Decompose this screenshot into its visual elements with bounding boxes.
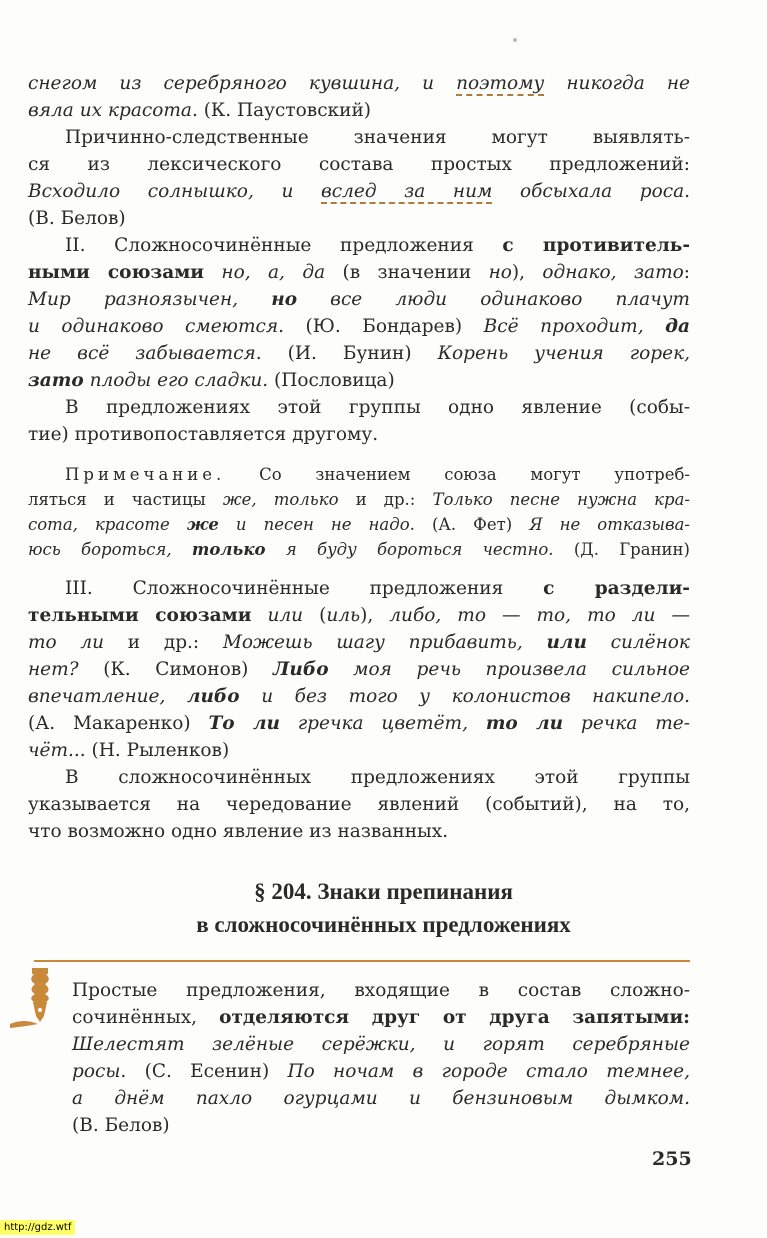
text-run: (К. Симонов) — [78, 659, 274, 680]
rule-text — [72, 977, 690, 1139]
emphasis-text: либо — [186, 686, 240, 707]
text-run: но, а, да — [204, 262, 326, 283]
text-line — [28, 205, 690, 232]
text-run: гречка цветёт, — [279, 713, 486, 734]
text-run: все люди одинаково плачут — [297, 289, 690, 310]
emphasis-text: отделяются друг от друга запятыми: — [219, 1007, 690, 1028]
text-run: силёнок — [586, 632, 690, 653]
text-run: и др.: — [338, 490, 433, 509]
text-run: тие) противопоставляется другому. — [28, 424, 379, 445]
text-run: . — [684, 181, 691, 202]
text-line — [28, 97, 690, 124]
text-run: нет? — [28, 659, 79, 680]
text-run: однако, зато — [542, 262, 684, 283]
text-run: ся из лексического состава простых предложений: — [28, 154, 690, 175]
emphasis-text: То ли — [208, 713, 280, 734]
text-run: что возможно одно явление из названных. — [28, 821, 449, 842]
text-run: моя речь произвела сильное — [328, 659, 690, 680]
text-line — [72, 977, 690, 1004]
text-line — [28, 683, 690, 710]
text-line — [28, 367, 690, 394]
text-line — [72, 1004, 690, 1031]
text-line — [28, 487, 690, 512]
text-run: вяла их красота — [28, 100, 192, 121]
text-run: (Ю. Бондарев) — [284, 316, 484, 337]
text-run: и без того у колонистов накипело. — [239, 686, 691, 707]
text-run: (Пословица) — [268, 370, 395, 391]
text-line — [28, 394, 690, 421]
text-run: Корень учения горек, — [437, 343, 691, 364]
text-line — [72, 1058, 690, 1085]
text-line — [28, 656, 690, 683]
text-run: то ли — [28, 632, 105, 653]
text-run: снегом из серебряного кувшина, и — [28, 73, 457, 94]
text-line — [28, 462, 690, 487]
text-run: ), — [360, 605, 390, 626]
text-run: сота, красоте — [28, 515, 187, 534]
text-run: Всходило солнышко, и — [28, 181, 321, 202]
text-line — [28, 512, 690, 537]
text-line — [28, 629, 690, 656]
text-run: : — [683, 262, 691, 283]
emphasis-text: то ли — [485, 713, 564, 734]
scan-speck — [513, 38, 517, 42]
emphasis-text: же — [186, 515, 219, 534]
text-run: Со значением союза могут употреб- — [225, 465, 690, 484]
emphasis-text: или — [546, 632, 587, 653]
text-run: (Н. Рыленков) — [85, 740, 230, 761]
text-run: (А. Макаренко) — [28, 713, 209, 734]
text-line — [28, 124, 690, 151]
text-line — [28, 151, 690, 178]
fountain-pen-rule-icon — [8, 966, 58, 1032]
emphasis-text: с раздели- — [543, 578, 690, 599]
emphasis-text: с противитель- — [502, 235, 691, 256]
text-run: (в значении — [325, 262, 489, 283]
note-text — [28, 462, 690, 562]
top-text — [28, 70, 690, 448]
text-line — [28, 178, 690, 205]
text-line — [28, 286, 690, 313]
text-run: ляться и частицы — [28, 490, 223, 509]
text-run: Всё проходит, — [483, 316, 666, 337]
text-line — [72, 1085, 690, 1112]
text-run: III. Сложносочинённые предложения — [65, 578, 544, 599]
emphasis-text: только — [191, 540, 266, 559]
text-run: чёт... — [28, 740, 86, 761]
text-line — [28, 791, 690, 818]
text-line — [28, 313, 690, 340]
text-run: Мир разноязычен, — [28, 289, 272, 310]
section-heading-line2: в сложносочинённых предложениях — [196, 912, 571, 937]
text-run: В сложносочинённых предложениях этой группы — [65, 767, 690, 788]
text-run: указывается на чередование явлений (событий), на то, — [28, 794, 690, 815]
text-run: и одинаково смеются. — [28, 316, 285, 337]
text-run: (И. Бунин) — [261, 343, 438, 364]
emphasis-text: Либо — [273, 659, 329, 680]
text-line — [28, 537, 690, 562]
underlined-conjunction: вслед за ним — [320, 181, 493, 202]
text-line — [28, 710, 690, 737]
text-run: я буду бороться честно. — [265, 540, 554, 559]
emphasis-text: но — [271, 289, 298, 310]
text-run: росы. — [72, 1061, 127, 1082]
text-run: ), — [511, 262, 543, 283]
text-line — [28, 764, 690, 791]
text-run: (Д. Гранин) — [553, 540, 690, 559]
text-line — [28, 737, 690, 764]
text-run: По ночам в городе стало темнее, — [287, 1061, 690, 1082]
text-run: II. Сложносочинённые предложения — [65, 235, 503, 256]
text-line — [28, 575, 690, 602]
text-run: (В. Белов) — [28, 208, 126, 229]
text-line — [72, 1112, 690, 1139]
text-line — [28, 259, 690, 286]
emphasis-text: зато — [28, 370, 84, 391]
text-run: впечатление, — [28, 686, 187, 707]
rule-divider — [34, 960, 690, 962]
text-line — [72, 1031, 690, 1058]
text-run: (С. Есенин) — [126, 1061, 288, 1082]
text-run: (В. Белов) — [72, 1115, 170, 1136]
text-run: Шелестят зелёные серёжки, и горят серебряные — [72, 1034, 690, 1055]
text-run: либо, то — то, то ли — — [389, 605, 690, 626]
text-line — [28, 340, 690, 367]
text-run: а днём пахло огурцами и бензиновым дымком. — [72, 1088, 690, 1109]
text-run: юсь бороться, — [28, 540, 192, 559]
text-run: ( — [303, 605, 327, 626]
text-run: Только песне нужна кра- — [432, 490, 690, 509]
text-run: Я не отказыва- — [529, 515, 690, 534]
text-run: (А. Фет) — [414, 515, 530, 534]
text-run: сочинённых, — [72, 1007, 220, 1028]
page-number: 255 — [652, 1148, 692, 1170]
text-line — [28, 421, 690, 448]
text-run: Причинно-следственные значения могут выявлять- — [65, 127, 690, 148]
emphasis-text: ными союзами — [28, 262, 205, 283]
text-run: никогда не — [544, 73, 690, 94]
text-run: Примечание. — [65, 465, 226, 484]
section-heading-line1: § 204. Знаки препинания — [254, 879, 513, 904]
text-line — [28, 70, 690, 97]
text-run: В предложениях этой группы одно явление (собы- — [65, 397, 690, 418]
watermark-link[interactable]: http://gdz.wtf — [0, 1220, 75, 1235]
emphasis-text: да — [665, 316, 690, 337]
text-run: обсыхала роса — [492, 181, 685, 202]
text-run: . (К. Паустовский) — [191, 100, 371, 121]
text-run: или — [251, 605, 304, 626]
text-run: Простые предложения, входящие в состав сложно- — [72, 980, 690, 1001]
text-line — [28, 232, 690, 259]
text-run: и песен не надо. — [218, 515, 415, 534]
emphasis-text: тельными союзами — [28, 605, 252, 626]
text-line — [28, 818, 690, 845]
text-run: плоды его сладки. — [83, 370, 269, 391]
text-run: но — [488, 262, 512, 283]
text-run: же, только — [222, 490, 339, 509]
separating-conjunctions-text — [28, 575, 690, 845]
text-run: и др.: — [104, 632, 223, 653]
text-line — [28, 602, 690, 629]
underlined-conjunction: поэтому — [456, 73, 545, 94]
text-run: не всё забывается. — [28, 343, 262, 364]
text-run: речка те- — [563, 713, 690, 734]
text-run: иль — [326, 605, 361, 626]
text-run: Можешь шагу прибавить, — [222, 632, 547, 653]
